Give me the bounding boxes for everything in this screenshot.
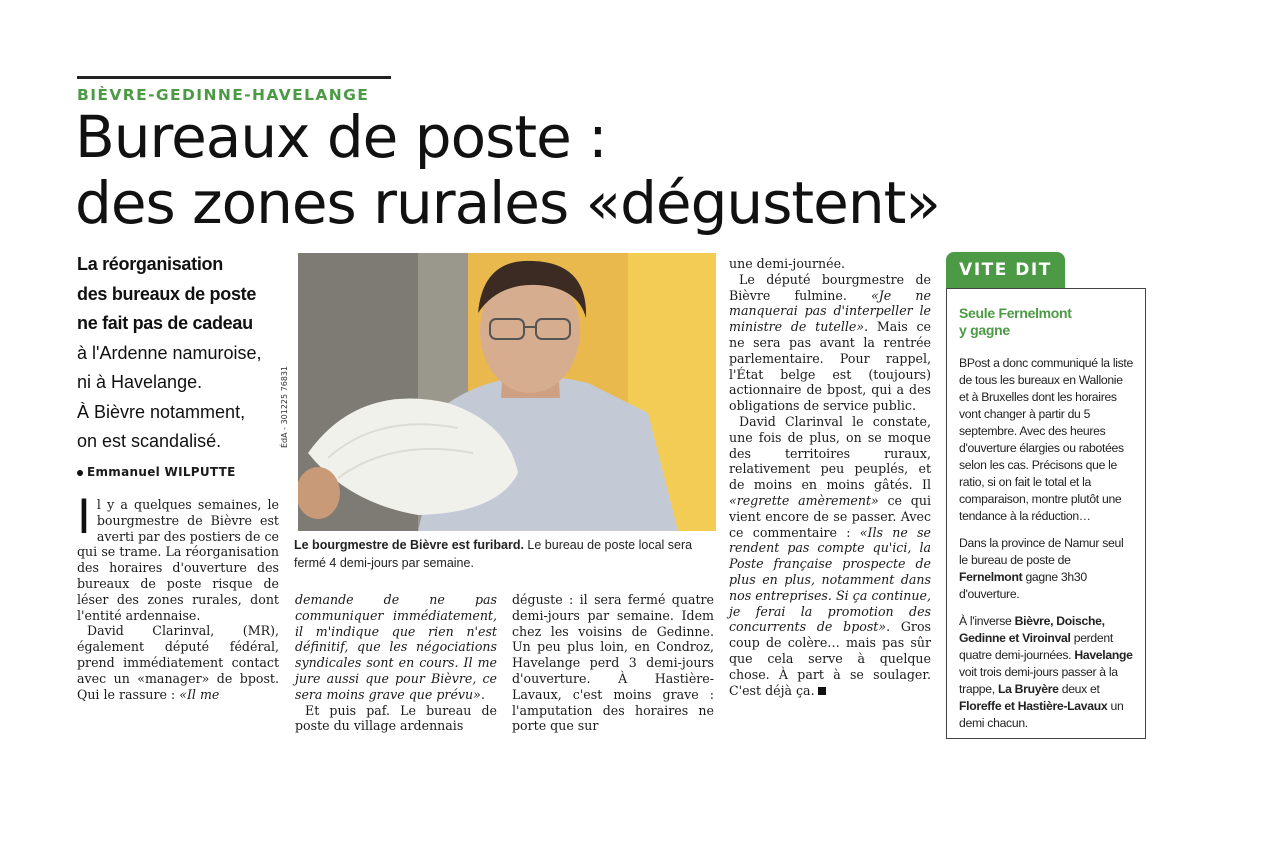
body-text: une demi-journée. bbox=[729, 256, 846, 271]
body-text: Le député bourgmestre de Bièvre fulmine. bbox=[729, 271, 931, 303]
caption-bold: Le bourgmestre de Bièvre est furibard. bbox=[294, 538, 524, 552]
body-text: Et puis paf. Le bureau de poste du village ardennais bbox=[295, 702, 497, 734]
lead-bold-line: La réorganisation bbox=[77, 254, 223, 274]
body-column-1 bbox=[77, 490, 279, 702]
quote-text: «Il me bbox=[179, 686, 220, 702]
headline bbox=[75, 104, 1035, 236]
body-text: déguste : il sera fermé quatre demi-jours par semaine. Idem chez les voisins de Gedinne. Un peu plus loin, en Condroz, Havelange perd 3 demi-jours d'ouverture. À Hastière-Lavaux, c'est moins grave : l'amputation des horaires ne porte que sur bbox=[512, 592, 714, 734]
vite-dit-title-line: y gagne bbox=[959, 322, 1010, 338]
body-text: David Clarinval le constate, une fois de plus, on se moque des territoires ruraux, relativement peu peuplés, et de moins en moins gâtés. Il bbox=[729, 413, 931, 493]
vite-dit-bold: Bièvre, Doische, Gedinne et Viroinval bbox=[959, 614, 1105, 645]
lead-line: on est scandalisé. bbox=[77, 431, 222, 451]
vite-dit-title bbox=[959, 305, 1135, 339]
vite-dit-text: deux et bbox=[1058, 682, 1100, 696]
body-column-3 bbox=[512, 592, 714, 734]
vite-dit-bold: Fernelmont bbox=[959, 570, 1023, 584]
vite-dit-text: gagne 3h30 d'ouverture. bbox=[959, 570, 1087, 601]
body-text: . Gros coup de colère… mais pas sûr que cela serve à quelque chose. À part à se soulager. C'est déjà ça. bbox=[729, 619, 931, 698]
body-paragraph bbox=[729, 256, 931, 272]
headline-line-2: des zones rurales «dégustent» bbox=[75, 169, 940, 237]
vite-dit-text: voit trois demi-jours passer à la trappe, bbox=[959, 665, 1118, 696]
byline-last-name: WILPUTTE bbox=[164, 465, 236, 479]
vite-dit-box bbox=[946, 288, 1146, 739]
lead-line: à l'Ardenne namuroise, bbox=[77, 342, 262, 363]
quote-text: «Je ne manquerai pas d'interpeller le ministre de tutelle» bbox=[729, 287, 931, 335]
headline-line-1: Bureaux de poste : bbox=[75, 103, 607, 171]
body-text: David Clarinval, (MR), également député fédéral, prend immédiatement contact avec un «manager» de bpost. Qui le rassure : bbox=[77, 623, 279, 702]
article-photo bbox=[298, 253, 716, 531]
body-paragraph bbox=[77, 490, 279, 623]
photo-portrait-illustration bbox=[298, 253, 716, 531]
dropcap: I bbox=[77, 490, 91, 545]
vite-dit-tab: VITE DIT bbox=[946, 252, 1065, 288]
vite-dit-text: perdent quatre demi-journées. bbox=[959, 631, 1113, 662]
vite-dit-text: un demi chacun. bbox=[959, 699, 1124, 730]
kicker-rule bbox=[77, 76, 391, 79]
byline-first-name: Emmanuel bbox=[87, 465, 161, 479]
quote-text: demande de ne pas communiquer immédiatement, il m'indique que rien n'est définitif, que les négociations syndicales sont en cours. Il me jure aussi que pour Bièvre, ce sera moins grave que prévu». bbox=[295, 592, 497, 702]
vite-dit-bold: Havelange bbox=[1074, 648, 1133, 662]
vite-dit-title-line: Seule Fernelmont bbox=[959, 305, 1072, 321]
vite-dit-paragraph: BPost a donc communiqué la liste de tous les bureaux en Wallonie et à Bruxelles dont les horaires vont changer à partir du 5 septembre. Avec des heures d'ouverture élargies ou rabotées selon les cas. Précisons que le ratio, si on fait le total et la comparaison, montre plutôt une tendance à la réduction… bbox=[959, 356, 1133, 523]
quote-text: «regrette amèrement» bbox=[729, 492, 879, 508]
end-mark-icon bbox=[818, 687, 826, 695]
photo-credit: ÉdA - 301225 76831 bbox=[280, 365, 289, 448]
lead-paragraph bbox=[77, 250, 292, 457]
lead-line: ni à Havelange. bbox=[77, 372, 203, 392]
kicker: BIÈVRE-GEDINNE-HAVELANGE bbox=[77, 86, 370, 104]
vite-dit-text: Dans la province de Namur seul le bureau de poste de bbox=[959, 536, 1124, 567]
body-paragraph bbox=[512, 592, 714, 734]
vite-dit-paragraph bbox=[959, 613, 1135, 732]
lead-bold-line: des bureaux de poste bbox=[77, 283, 257, 304]
body-text: . Mais ce ne sera pas avant la rentrée parlementaire. Pour rappel, l'État belge est (toujours) actionnaire de bpost, qui a des obligations de service public. bbox=[729, 319, 931, 414]
byline bbox=[77, 465, 236, 479]
lead-line: À Bièvre notamment, bbox=[77, 401, 246, 422]
vite-dit-text: À l'inverse bbox=[959, 614, 1015, 628]
body-text: ce qui vient encore de se passer. Avec ce commentaire : bbox=[729, 492, 931, 540]
lead-bold-line: ne fait pas de cadeau bbox=[77, 313, 253, 333]
vite-dit-bold: La Bruyère bbox=[997, 682, 1059, 696]
body-paragraph bbox=[295, 703, 497, 735]
vite-dit-paragraph bbox=[959, 535, 1135, 603]
byline-bullet-icon bbox=[77, 470, 83, 476]
body-paragraph bbox=[295, 592, 497, 703]
body-paragraph bbox=[729, 414, 931, 698]
body-column-2 bbox=[295, 592, 497, 734]
vite-dit-bold: Floreffe et Hastière-Lavaux bbox=[959, 699, 1108, 713]
body-paragraph bbox=[77, 623, 279, 702]
body-text: l y a quelques semaines, le bourgmestre de Bièvre est averti par des postiers de ce qui se trame. La réorganisation des horaires d'ouverture des bureaux de poste risque de léser des zones rurales, dont l'entité ardennaise. bbox=[77, 497, 279, 623]
photo-caption bbox=[294, 536, 719, 572]
caption-text: Le bureau de poste local sera fermé 4 demi-jours par semaine. bbox=[294, 538, 693, 570]
quote-text: «Ils ne se rendent pas compte qu'ici, la Poste française prospecte de plus en plus, notamment dans nos entreprises. Si ça continue, je ferai la promotion des concurrents de bpost» bbox=[729, 524, 931, 635]
body-paragraph bbox=[729, 272, 931, 414]
body-column-4 bbox=[729, 256, 931, 698]
